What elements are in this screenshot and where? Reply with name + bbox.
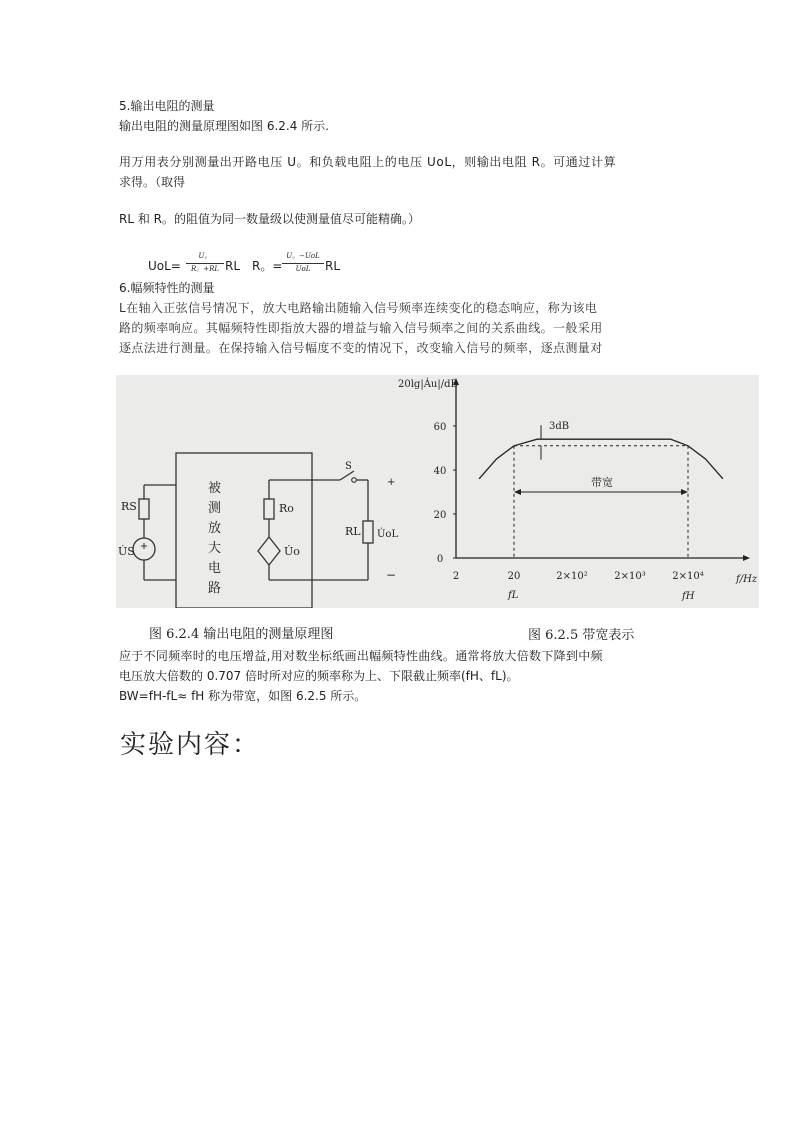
formula-uol-numerator: U。	[198, 252, 212, 260]
section6-line5: 电压放大倍数的 0.707 倍时所对应的频率称为上、下限截止频率(fH、fL)。	[119, 669, 519, 683]
section6-line6: BW=fH-fL≈ fH 称为带宽，如图 6.2.5 所示。	[119, 689, 367, 703]
us-source-marks	[141, 543, 147, 549]
rl-label: RL	[345, 525, 361, 538]
section5-line3: 求得。（取得	[119, 175, 186, 189]
bandwidth-arrowhead-left	[514, 489, 521, 495]
fl-label: fL	[508, 590, 519, 601]
ro-resistor	[264, 499, 274, 519]
figure-photo	[116, 375, 759, 608]
x-tick-label: 2×10²	[556, 571, 588, 582]
section5-line1: 输出电阻的测量原理图如图 6.2.4 所示.	[119, 119, 329, 133]
figures-svg	[116, 375, 759, 608]
chart-xlabel: f/Hz	[736, 574, 758, 585]
y-tick-label: 60	[433, 422, 447, 433]
y-tick-label: 40	[433, 466, 447, 477]
response-curve	[479, 439, 723, 479]
minus-sign: −	[386, 568, 397, 582]
amplifier-label	[208, 480, 221, 596]
x-ticks	[453, 571, 704, 582]
frequency-chart	[398, 378, 758, 602]
x-tick-label: 2×10⁴	[672, 571, 704, 582]
formula-ro-numerator: U。−UoL	[286, 252, 320, 260]
experiment-content-heading: 实验内容：	[120, 730, 261, 760]
uol-label: U̇oL	[377, 529, 399, 540]
box-char: 电	[208, 561, 222, 576]
formula-uol-denominator: R。+RL	[190, 265, 220, 273]
x-axis-arrow	[743, 555, 750, 561]
section6-line3: 逐点法进行测量。在保持输入信号幅度不变的情况下，改变输入信号的频率，逐点测量对	[119, 341, 603, 355]
bandwidth-label: 带宽	[591, 476, 613, 489]
rl-resistor	[363, 521, 373, 543]
3db-label: 3dB	[549, 421, 570, 433]
box-char: 测	[208, 501, 222, 516]
fh-label: fH	[682, 591, 695, 602]
figure-624-caption: 图 6.2.4 输出电阻的测量原理图	[149, 627, 334, 642]
section6-line2: 路的频率响应。其幅频特性即指放大器的增益与输入信号频率之间的关系曲线。一般采用	[119, 321, 603, 335]
plus-sign: +	[387, 477, 396, 488]
chart-ylabel: 20lg|Ȧu|/dB	[398, 379, 458, 390]
y-tick-label: 20	[433, 510, 447, 521]
section5-line4: RL 和 R。的阻值为同一数量级以使测量值尽可能精确。）	[119, 212, 420, 226]
formula-uol-suffix: RL	[225, 259, 241, 273]
box-char: 放	[208, 521, 222, 536]
amplifier-box	[176, 453, 312, 608]
x-tick-label: 2×10³	[614, 571, 646, 582]
controlled-source	[258, 537, 280, 565]
section6-line1: L在轴入正弦信号情况下，放大电路输出随输入信号频率连续变化的稳态响应，称为该电	[119, 301, 598, 315]
x-tick-label: 20	[507, 571, 521, 582]
formula-ro-bar	[282, 263, 324, 264]
formula-ro-suffix: RL	[325, 259, 341, 273]
formula-uol-prefix: UoL=	[148, 259, 181, 273]
uo-label: U̇o	[284, 545, 300, 558]
x-tick-label: 2	[452, 571, 460, 582]
ro-label: Ro	[279, 502, 294, 515]
section6-heading: 6.幅频特性的测量	[119, 281, 215, 295]
section5-line2: 用万用表分别测量出开路电压 U。和负载电阻上的电压 UoL，则输出电阻 R。可通过计算	[119, 155, 617, 169]
rs-label: RS	[121, 500, 137, 513]
section6-line4: 应于不同频率时的电压增益,用对数坐标纸画出幅频特性曲线。通常将放大倍数下降到中频	[119, 649, 603, 663]
y-tick-label: 0	[436, 554, 444, 565]
switch-contact	[352, 478, 357, 483]
formula-ro-denominator: UoL	[295, 265, 311, 273]
formula-ro-prefix: R。=	[252, 259, 283, 273]
us-label: U̇S	[118, 545, 135, 558]
figure-625-caption: 图 6.2.5 带宽表示	[528, 628, 635, 643]
box-char: 路	[208, 581, 222, 596]
section5-heading: 5.输出电阻的测量	[119, 99, 215, 113]
rs-resistor	[139, 499, 149, 519]
y-ticks	[434, 422, 456, 565]
circuit-diagram	[133, 453, 373, 608]
bandwidth-arrowhead-right	[681, 489, 688, 495]
formula-uol-bar	[186, 263, 224, 264]
box-char: 大	[208, 541, 222, 556]
switch-label: S	[345, 461, 352, 472]
box-char: 被	[208, 481, 222, 496]
